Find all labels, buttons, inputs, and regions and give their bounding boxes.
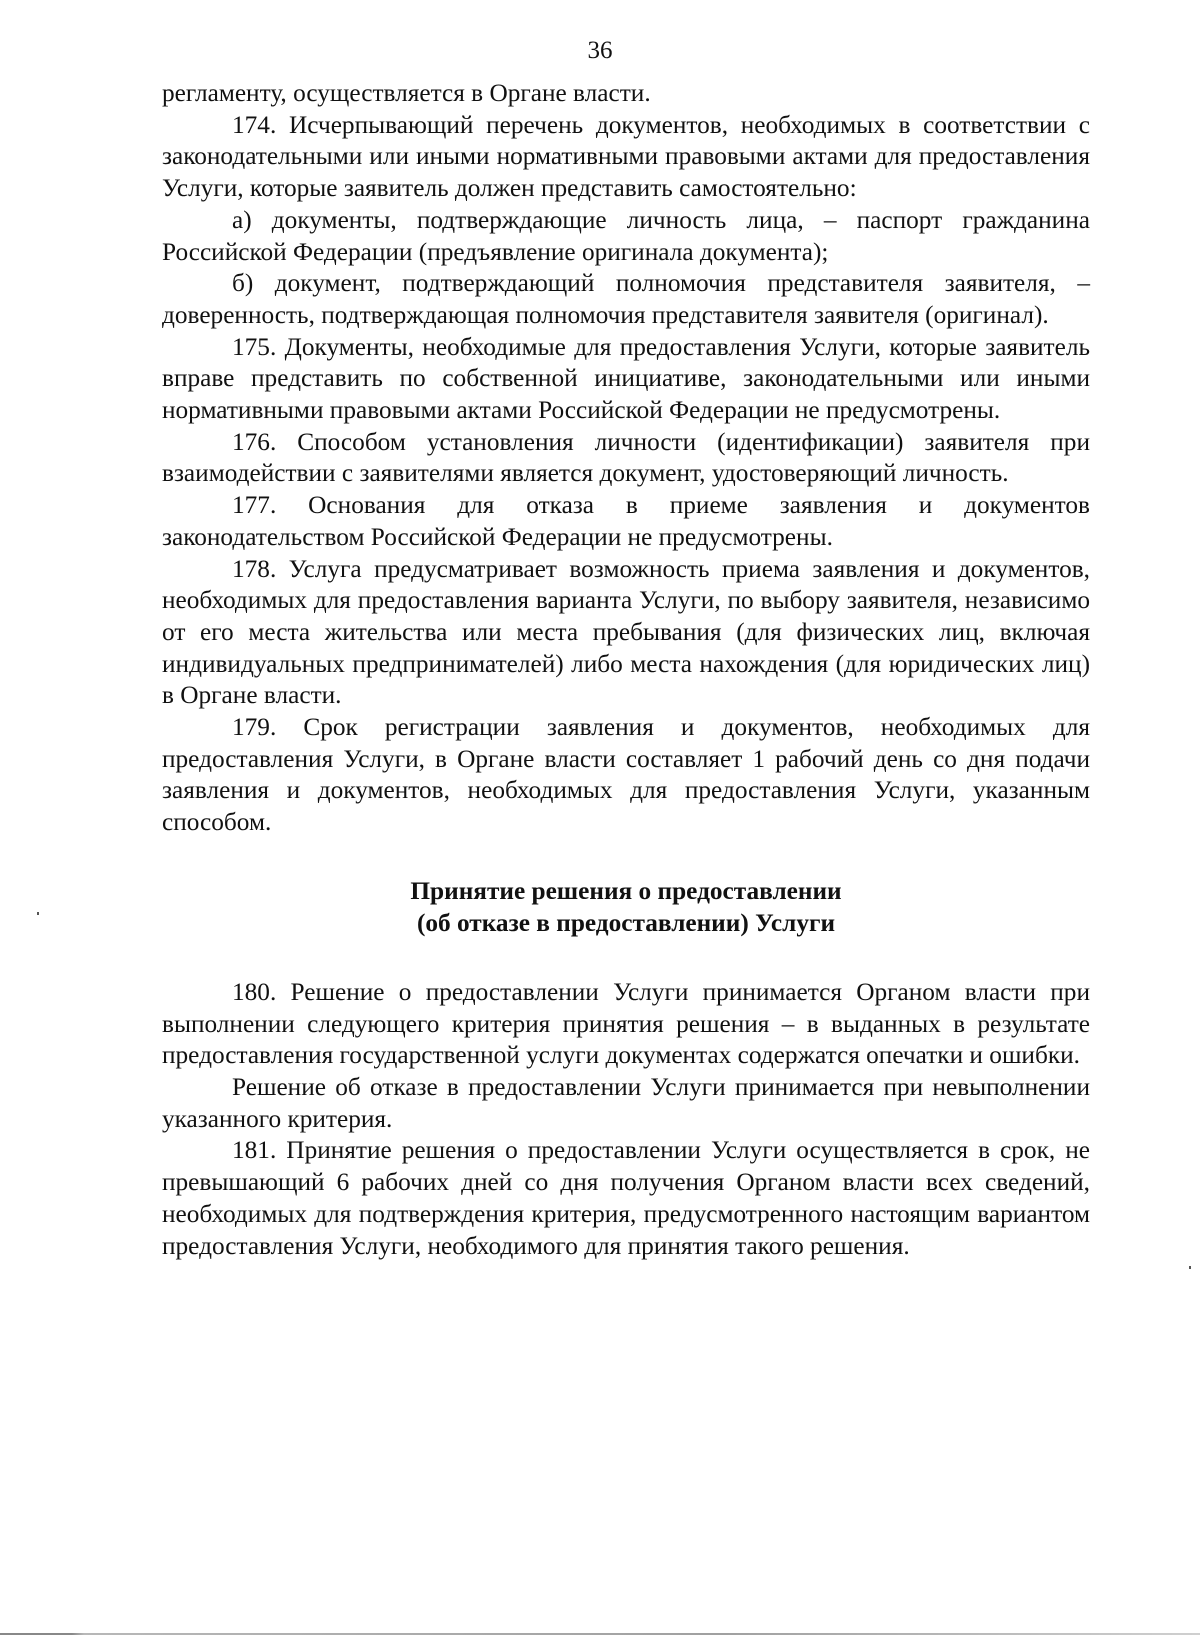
paragraph-178: 178. Услуга предусматривает возможность приема заявления и документов, необходимых для предоставления варианта Услуги, по выбору заявителя, независимо от его места жительства или места пребывания (для физических лиц, включая индивидуальных предпринимателей) либо места нахождения (для юридических лиц) в Органе власти.	[162, 554, 1090, 710]
paragraph-176: 176. Способом установления личности (идентификации) заявителя при взаимодействии с заявителями является документ, удостоверяющий личность.	[162, 427, 1090, 488]
section-heading-line-1: Принятие решения о предоставлении	[410, 876, 842, 905]
paragraph-174-a: а) документы, подтверждающие личность лица, – паспорт гражданина Российской Федерации (предъявление оригинала документа);	[162, 205, 1090, 266]
paragraph-175: 175. Документы, необходимые для предоставления Услуги, которые заявитель вправе представить по собственной инициативе, законодательными или иными нормативными правовыми актами Российской Федерации не предусмотрены.	[162, 332, 1090, 425]
paragraph-177: 177. Основания для отказа в приеме заявления и документов законодательством Российской Федерации не предусмотрены.	[162, 491, 1090, 551]
section-heading	[162, 875, 1090, 939]
paragraph-180: 180. Решение о предоставлении Услуги принимается Органом власти при выполнении следующего критерия принятия решения – в выданных в результате предоставления государственной услуги документах содержатся опечатки и ошибки.	[162, 977, 1090, 1070]
document-body	[162, 78, 1090, 1262]
paragraph-174-b: б) документ, подтверждающий полномочия представителя заявителя, – доверенность, подтверждающая полномочия представителя заявителя (оригинал).	[162, 269, 1090, 329]
scan-bottom-edge	[0, 1633, 1200, 1635]
paragraph-180-refusal: Решение об отказе в предоставлении Услуги принимается при невыполнении указанного критерия.	[162, 1072, 1090, 1133]
scan-speck	[1189, 1266, 1191, 1269]
section-heading-line-2: (об отказе в предоставлении) Услуги	[416, 908, 836, 937]
paragraph-181: 181. Принятие решения о предоставлении Услуги осуществляется в срок, не превышающий 6 рабочих дней со дня получения Органом власти всех сведений, необходимых для подтверждения критерия, предусмотренного настоящим вариантом предоставления Услуги, необходимого для принятия такого решения.	[162, 1136, 1090, 1260]
page-number: 36	[587, 37, 613, 64]
scan-speck	[37, 912, 39, 915]
paragraph-continuation: регламенту, осуществляется в Органе власти.	[162, 79, 651, 107]
paragraph-174: 174. Исчерпывающий перечень документов, необходимых в соответствии с законодательными или иными нормативными правовыми актами для предоставления Услуги, которые заявитель должен представить самостоятельно:	[162, 110, 1090, 203]
paragraph-179: 179. Срок регистрации заявления и документов, необходимых для предоставления Услуги, в Органе власти составляет 1 рабочий день со дня подачи заявления и документов, необходимых для предоставления Услуги, указанным способом.	[162, 713, 1090, 837]
